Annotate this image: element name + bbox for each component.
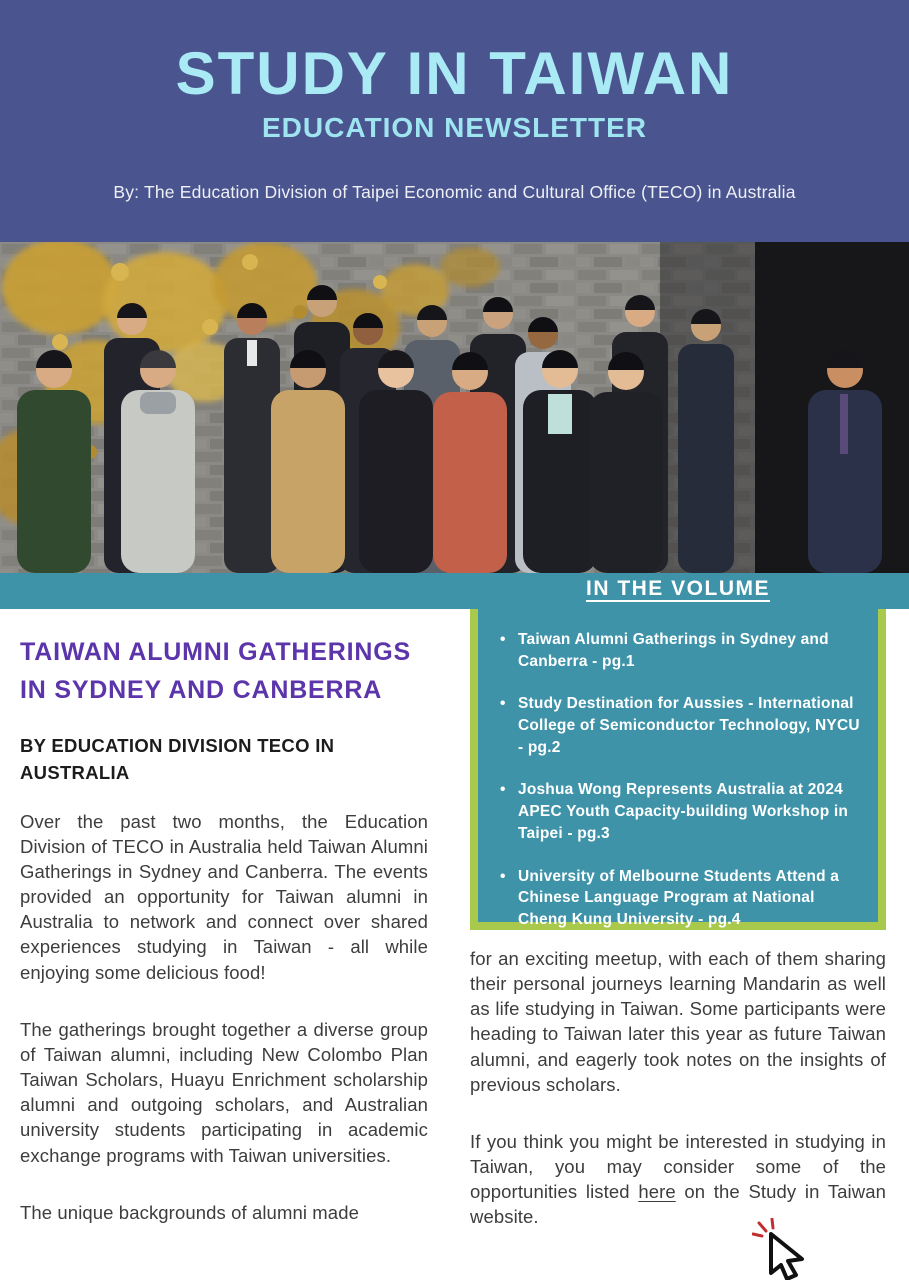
- paragraph-text: If you think you might be interested in studying in Taiwan, you may consider some of the opportunities listed: [470, 1130, 886, 1203]
- group-photo-illustration: [0, 242, 909, 573]
- cursor-click-icon: [752, 1218, 822, 1280]
- article-title: TAIWAN ALUMNI GATHERINGS IN SYDNEY AND CANBERRA: [20, 638, 411, 704]
- volume-heading: IN THE VOLUME: [585, 577, 770, 600]
- newsletter-header: [0, 0, 909, 242]
- article-paragraph: for an exciting meetup, with each of them sharing their personal journeys learning Mandarin as well as life studying in Taiwan. Some participants were heading to Taiwan later this year as future Taiwan alumni, and eagerly took notes on the insights of previous scholars.: [470, 948, 886, 1095]
- volume-item: • University of Melbourne Students Attend a Chinese Language Program at National Cheng Kung University - pg.4: [494, 866, 868, 931]
- volume-box: [470, 609, 886, 930]
- paragraph-text: on the Study in Taiwan website.: [470, 1181, 887, 1228]
- article-byline: BY EDUCATION DIVISION TECO IN AUSTRALIA: [20, 735, 335, 783]
- volume-item: • Taiwan Alumni Gatherings in Sydney and Canberra - pg.1: [494, 629, 868, 672]
- article-right-column: [470, 946, 886, 1230]
- volume-item: • Joshua Wong Represents Australia at 2024 APEC Youth Capacity-building Workshop in Taipei - pg.3: [494, 779, 868, 844]
- article-paragraph: The unique backgrounds of alumni made: [20, 1201, 359, 1223]
- newsletter-byline: By: The Education Division of Taipei Economic and Cultural Office (TECO) in Australia: [113, 181, 796, 202]
- cursor-arrow-graphic: [752, 1218, 822, 1280]
- volume-item: • Study Destination for Aussies - International College of Semiconductor Technology, NYCU - pg.2: [494, 693, 868, 758]
- volume-band: [0, 573, 909, 609]
- here-link[interactable]: here: [638, 1181, 676, 1203]
- article-paragraph: Over the past two months, the Education Division of TECO in Australia held Taiwan Alumni Gatherings in Sydney and Canberra. The events provided an opportunity for Taiwan alumni in Australia to network and connect over shared experiences studying in Taiwan - all while enjoying some delicious food!: [20, 810, 428, 983]
- article-left-column: [20, 634, 428, 1225]
- article-paragraph-with-link: [470, 1129, 886, 1230]
- article-paragraph: The gatherings brought together a diverse group of Taiwan alumni, including New Colombo Plan Taiwan Scholars, Huayu Enrichment scholarship alumni and outgoing scholars, and Australian university students participating in academic exchange programs with Taiwan universities.: [20, 1018, 428, 1166]
- volume-list: [494, 629, 868, 931]
- alumni-group-photo: [0, 242, 909, 573]
- newsletter-title: STUDY IN TAIWAN: [175, 40, 734, 107]
- newsletter-subtitle: EDUCATION NEWSLETTER: [261, 112, 648, 143]
